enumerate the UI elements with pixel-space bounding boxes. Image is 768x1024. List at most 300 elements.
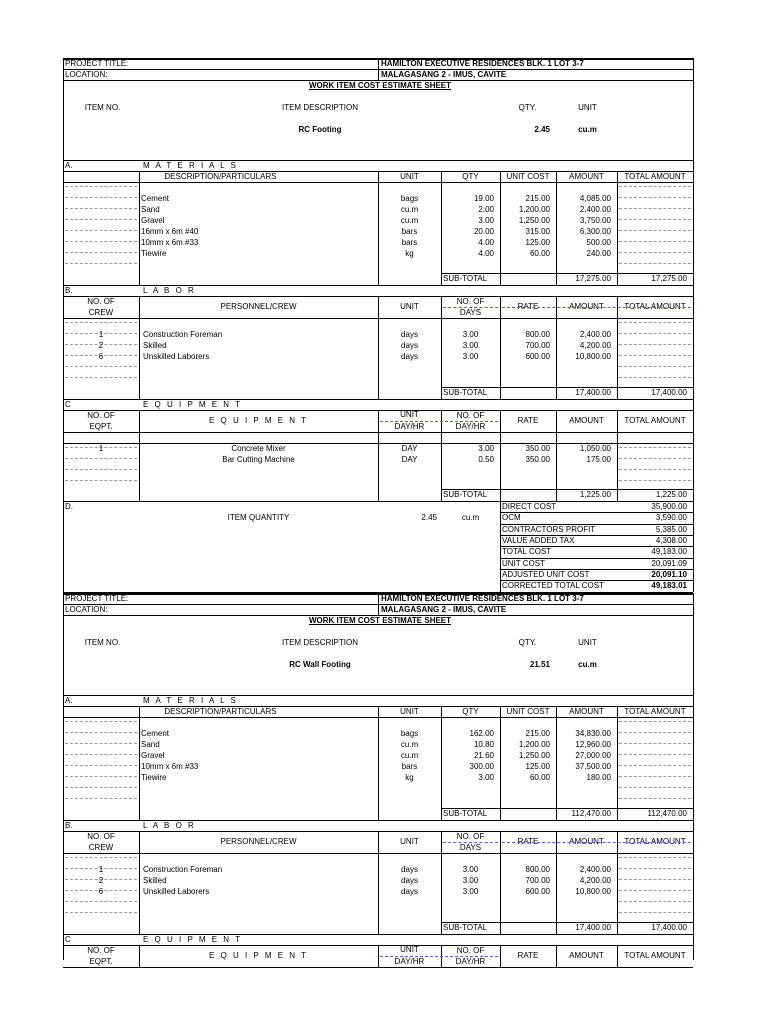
grid-line (63, 80, 64, 160)
labor-rate: 700.00 (525, 341, 550, 350)
column-header: RATE (517, 837, 539, 846)
labor-unit: days (401, 352, 418, 361)
dotted-rule (443, 842, 498, 843)
equipment-name: Bar Cutting Machine (222, 455, 295, 464)
material-unit-cost: 215.00 (525, 729, 550, 738)
column-header: UNIT (400, 410, 419, 419)
column-header: UNIT (400, 707, 419, 716)
summary-label: CONTRACTORS PROFIT (502, 524, 596, 534)
dotted-rule (619, 377, 691, 378)
dotted-rule (502, 842, 691, 843)
column-header: PERSONNEL/CREW (220, 837, 297, 846)
grid-line (139, 171, 140, 285)
subtotal-amount: 17,400.00 (575, 388, 611, 397)
dotted-rule (65, 219, 137, 220)
material-unit: cu.m (400, 740, 419, 749)
dotted-rule (65, 787, 137, 788)
material-qty: 162.00 (469, 729, 494, 738)
material-qty: 20.00 (473, 227, 494, 236)
material-amount: 180.00 (586, 773, 611, 782)
column-header: RATE (517, 416, 539, 425)
grid-line (63, 593, 64, 615)
material-name: 10mm x 6m #33 (141, 238, 199, 247)
dotted-rule (619, 765, 691, 766)
qty-label: QTY. (518, 103, 537, 112)
material-name: Gravel (141, 216, 165, 225)
material-unit-cost: 1,200.00 (518, 740, 550, 749)
labor-unit: days (401, 865, 418, 874)
dotted-rule (619, 197, 691, 198)
dotted-rule (619, 252, 691, 253)
project-title-label: PROJECT TITLE: (65, 59, 129, 68)
item-no-label: ITEM NO. (84, 638, 121, 647)
column-header: EQPT. (89, 422, 113, 431)
location-label: LOCATION: (65, 605, 108, 614)
material-unit-cost: 60.00 (529, 773, 550, 782)
summary-value: 20,091.10 (651, 569, 687, 579)
column-header: AMOUNT (569, 302, 604, 311)
material-name: 10mm x 6m #33 (141, 762, 199, 771)
dotted-rule (619, 458, 691, 459)
material-unit: bars (401, 227, 418, 236)
dotted-rule (619, 890, 691, 891)
crew-count: 6 (98, 887, 104, 896)
grid-line (693, 695, 694, 820)
summary-label: ADJUSTED UNIT COST (502, 569, 590, 579)
column-header: AMOUNT (569, 707, 604, 716)
dotted-rule (619, 186, 691, 187)
equipment-days: 3.00 (478, 444, 494, 453)
sheet-title: WORK ITEM COST ESTIMATE SHEET (308, 81, 452, 90)
grid-line (617, 171, 618, 285)
material-unit: bags (400, 194, 419, 203)
material-qty: 300.00 (469, 762, 494, 771)
subtotal-label: SUB-TOTAL (443, 274, 488, 283)
dotted-rule (65, 186, 137, 187)
dotted-rule (65, 263, 137, 264)
column-header: RATE (517, 302, 539, 311)
location: MALAGASANG 2 - IMUS, CAVITE (381, 605, 507, 614)
summary-value: 49,183.00 (651, 547, 687, 557)
column-header: NO. OF (87, 297, 115, 306)
location-label: LOCATION: (65, 70, 108, 79)
grid-line (693, 285, 694, 399)
grid-line (693, 80, 694, 160)
material-name: Cement (141, 729, 170, 738)
item-quantity: 2.45 (421, 513, 437, 522)
material-unit: cu.m (400, 216, 419, 225)
item-description: RC Footing (298, 125, 342, 134)
column-header: E Q U I P M E N T (208, 416, 309, 425)
labor-rate: 800.00 (525, 330, 550, 339)
item-quantity-label: ITEM QUANTITY (227, 513, 290, 522)
dotted-rule (65, 732, 137, 733)
dotted-rule (65, 857, 137, 858)
subtotal-total: 17,400.00 (651, 923, 687, 932)
material-name: Sand (141, 740, 160, 749)
subtotal-label: SUB-TOTAL (443, 923, 488, 932)
grid-line (63, 58, 64, 80)
labor-amount: 10,800.00 (575, 352, 611, 361)
labor-amount: 2,400.00 (579, 865, 611, 874)
column-header: NO. OF (456, 832, 485, 841)
material-amount: 34,830.00 (575, 729, 611, 738)
section-letter: D. (65, 502, 73, 511)
column-header: UNIT COST (506, 707, 550, 716)
column-header: TOTAL AMOUNT (624, 302, 686, 311)
column-header: PERSONNEL/CREW (220, 302, 297, 311)
dotted-rule (619, 333, 691, 334)
material-name: Cement (141, 194, 170, 203)
labor-amount: 4,200.00 (579, 341, 611, 350)
column-header: AMOUNT (569, 172, 604, 181)
column-header: DAYS (459, 843, 482, 852)
section-letter: A. (65, 161, 73, 170)
material-unit: kg (405, 249, 414, 258)
dotted-rule (619, 879, 691, 880)
labor-rate: 700.00 (525, 876, 550, 885)
labor-days: 3.00 (462, 865, 479, 874)
equipment-count: 1 (98, 444, 104, 453)
grid-line (693, 501, 694, 592)
labor-days: 3.00 (462, 887, 479, 896)
crew-count: 6 (98, 352, 104, 361)
material-qty: 3.00 (478, 216, 494, 225)
dotted-rule (65, 798, 137, 799)
grid-line (693, 160, 694, 285)
column-header: RATE (517, 951, 539, 960)
grid-line (63, 501, 64, 592)
grid-line (693, 593, 694, 615)
material-amount: 6,300.00 (579, 227, 611, 236)
material-qty: 4.00 (478, 249, 494, 258)
material-amount: 500.00 (586, 238, 611, 247)
equipment-rate: 350.00 (525, 455, 550, 464)
column-header: UNIT COST (506, 172, 550, 181)
dotted-rule (380, 421, 498, 422)
summary-value: 49,183.01 (651, 581, 687, 591)
labor-amount: 10,800.00 (575, 887, 611, 896)
column-header: DAY/HR (455, 422, 486, 431)
item-no-label: ITEM NO. (84, 103, 121, 112)
column-header: NO. OF (87, 832, 115, 841)
dotted-rule (619, 721, 691, 722)
dotted-rule (619, 912, 691, 913)
material-qty: 4.00 (478, 238, 494, 247)
grid-line (693, 615, 694, 695)
grid-line (378, 58, 379, 80)
personnel-name: Construction Foreman (143, 865, 223, 874)
dotted-rule (619, 743, 691, 744)
column-header: DESCRIPTION/PARTICULARS (164, 172, 277, 181)
dotted-rule (65, 230, 137, 231)
dotted-rule (619, 208, 691, 209)
dotted-rule (619, 787, 691, 788)
material-unit-cost: 125.00 (525, 238, 550, 247)
personnel-name: Construction Foreman (143, 330, 223, 339)
material-unit-cost: 315.00 (525, 227, 550, 236)
equipment-rate: 350.00 (525, 444, 550, 453)
dotted-rule (619, 754, 691, 755)
item-qty: 2.45 (534, 125, 550, 134)
grid-line (378, 593, 379, 615)
material-unit-cost: 125.00 (525, 762, 550, 771)
item-description: RC Wall Footing (289, 660, 351, 669)
dotted-rule (619, 901, 691, 902)
unit-label: UNIT (578, 638, 597, 647)
personnel-name: Unskilled Laborers (143, 887, 210, 896)
equipment-amount: 1,050.00 (579, 444, 611, 453)
crew-count: 1 (98, 865, 104, 874)
dotted-rule (619, 868, 691, 869)
material-unit-cost: 1,250.00 (518, 751, 550, 760)
grid-line (693, 820, 694, 934)
column-header: UNIT (400, 172, 419, 181)
column-header: TOTAL AMOUNT (624, 172, 686, 181)
personnel-name: Unskilled Laborers (143, 352, 210, 361)
labor-amount: 2,400.00 (579, 330, 611, 339)
personnel-name: Skilled (143, 341, 167, 350)
subtotal-total: 17,400.00 (651, 388, 687, 397)
sheet-title: WORK ITEM COST ESTIMATE SHEET (308, 616, 452, 625)
labor-unit: days (401, 876, 418, 885)
subtotal-amount: 17,275.00 (575, 274, 611, 283)
dotted-rule (443, 307, 498, 308)
dotted-rule (502, 307, 691, 308)
labor-unit: days (401, 330, 418, 339)
project-title: HAMILTON EXECUTIVE RESIDENCES BLK. 1 LOT 3-7 (381, 594, 584, 603)
dotted-rule (65, 322, 137, 323)
grid-line (63, 318, 693, 319)
material-amount: 3,750.00 (579, 216, 611, 225)
dotted-rule (65, 754, 137, 755)
labor-unit: days (401, 887, 418, 896)
grid-line (63, 432, 693, 433)
dotted-rule (65, 366, 137, 367)
material-qty: 19.00 (473, 194, 494, 203)
column-header: CREW (88, 843, 114, 852)
column-header: QTY (462, 707, 479, 716)
dotted-rule (65, 469, 137, 470)
material-amount: 12,960.00 (575, 740, 611, 749)
material-amount: 240.00 (586, 249, 611, 258)
material-unit: bars (401, 762, 418, 771)
crew-count: 1 (98, 330, 104, 339)
subtotal-amount: 17,400.00 (575, 923, 611, 932)
material-unit: cu.m (400, 751, 419, 760)
dotted-rule (65, 458, 137, 459)
column-header: NO. OF (456, 411, 485, 420)
material-unit-cost: 60.00 (529, 249, 550, 258)
column-header: TOTAL AMOUNT (624, 837, 686, 846)
dotted-rule (65, 901, 137, 902)
column-header: DAY/HR (455, 957, 486, 966)
dotted-rule (619, 798, 691, 799)
column-header: NO. OF (87, 411, 115, 420)
summary-label: OCM (502, 513, 521, 523)
column-header: TOTAL AMOUNT (624, 416, 686, 425)
labor-rate: 600.00 (525, 887, 550, 896)
material-amount: 4,085.00 (579, 194, 611, 203)
item-unit: cu.m (578, 660, 597, 669)
labor-days: 3.00 (462, 330, 479, 339)
item-description-label: ITEM DESCRIPTION (281, 103, 358, 112)
summary-value: 5,385.00 (655, 524, 687, 534)
column-header: QTY (462, 172, 479, 181)
subtotal-label: SUB-TOTAL (443, 490, 488, 499)
material-qty: 21.60 (473, 751, 494, 760)
item-description-label: ITEM DESCRIPTION (281, 638, 358, 647)
grid-line (693, 399, 694, 501)
dotted-rule (65, 208, 137, 209)
grid-line (693, 58, 694, 80)
dotted-rule (619, 344, 691, 345)
dotted-rule (619, 732, 691, 733)
section-letter: C (65, 935, 71, 944)
column-header: DAYS (459, 308, 482, 317)
column-header: NO. OF (456, 297, 485, 306)
crew-count: 2 (98, 876, 104, 885)
equipment-unit: DAY (401, 444, 418, 453)
dotted-rule (65, 197, 137, 198)
labor-days: 3.00 (462, 341, 479, 350)
column-header: UNIT (400, 302, 419, 311)
column-header: CREW (88, 308, 114, 317)
grid-line (63, 967, 693, 968)
labor-amount: 4,200.00 (579, 876, 611, 885)
dotted-rule (619, 469, 691, 470)
qty-label: QTY. (518, 638, 537, 647)
column-header: AMOUNT (569, 837, 604, 846)
column-header: TOTAL AMOUNT (624, 951, 686, 960)
subtotal-label: SUB-TOTAL (443, 388, 488, 397)
dotted-rule (619, 230, 691, 231)
section-title: M A T E R I A L S (143, 696, 238, 705)
material-unit: cu.m (400, 205, 419, 214)
column-header: DAY/HR (394, 957, 425, 966)
dotted-rule (65, 377, 137, 378)
subtotal-label: SUB-TOTAL (443, 809, 488, 818)
summary-value: 4,308.00 (655, 535, 687, 545)
dotted-rule (619, 322, 691, 323)
section-title: M A T E R I A L S (143, 161, 238, 170)
column-header: NO. OF (87, 946, 115, 955)
equipment-amount: 175.00 (586, 455, 611, 464)
personnel-name: Skilled (143, 876, 167, 885)
dotted-rule (65, 721, 137, 722)
dotted-rule (619, 776, 691, 777)
subtotal-amount: 1,225.00 (579, 490, 611, 499)
material-name: Tiewire (141, 773, 167, 782)
section-title: L A B O R (143, 821, 196, 830)
material-name: Gravel (141, 751, 165, 760)
dotted-rule (619, 366, 691, 367)
material-name: Sand (141, 205, 160, 214)
material-name: Tiewire (141, 249, 167, 258)
summary-label: TOTAL COST (502, 547, 552, 557)
grid-line (63, 853, 693, 854)
dotted-rule (619, 480, 691, 481)
material-unit: kg (405, 773, 414, 782)
dotted-rule (65, 765, 137, 766)
labor-rate: 600.00 (525, 352, 550, 361)
column-header: AMOUNT (569, 416, 604, 425)
item-quantity-unit: cu.m (461, 513, 480, 522)
material-qty: 2.00 (478, 205, 494, 214)
material-qty: 10.80 (473, 740, 494, 749)
material-unit-cost: 1,250.00 (518, 216, 550, 225)
summary-value: 20,091.09 (651, 558, 687, 568)
section-letter: C (65, 400, 71, 409)
summary-value: 3,590.00 (655, 513, 687, 523)
crew-count: 2 (98, 341, 104, 350)
material-amount: 27,000.00 (575, 751, 611, 760)
dotted-rule (619, 355, 691, 356)
grid-line (63, 615, 64, 695)
equipment-name: Concrete Mixer (231, 444, 286, 453)
grid-line (139, 706, 140, 820)
section-title: L A B O R (143, 286, 196, 295)
dotted-rule (380, 956, 498, 957)
summary-label: CORRECTED TOTAL COST (502, 581, 604, 591)
material-unit: bars (401, 238, 418, 247)
material-unit-cost: 215.00 (525, 194, 550, 203)
column-header: NO. OF (456, 946, 485, 955)
project-title-label: PROJECT TITLE: (65, 594, 129, 603)
dotted-rule (619, 857, 691, 858)
subtotal-total: 17,275.00 (651, 274, 687, 283)
subtotal-amount: 112,470.00 (571, 809, 611, 818)
unit-label: UNIT (578, 103, 597, 112)
location: MALAGASANG 2 - IMUS, CAVITE (381, 70, 507, 79)
dotted-rule (65, 743, 137, 744)
equipment-unit: DAY (401, 455, 418, 464)
section-letter: B. (65, 286, 73, 295)
subtotal-total: 1,225.00 (655, 490, 687, 499)
material-name: 16mm x 6m #40 (141, 227, 199, 236)
labor-days: 3.00 (462, 352, 479, 361)
labor-days: 3.00 (462, 876, 479, 885)
summary-label: DIRECT COST (502, 502, 557, 511)
dotted-rule (65, 480, 137, 481)
summary-label: VALUE ADDED TAX (502, 535, 575, 545)
item-unit: cu.m (578, 125, 597, 134)
material-unit: bags (400, 729, 419, 738)
column-header: AMOUNT (569, 951, 604, 960)
summary-label: UNIT COST (502, 558, 545, 568)
column-header: TOTAL AMOUNT (624, 707, 686, 716)
equipment-days: 0.50 (478, 455, 494, 464)
section-title: E Q U I P M E N T (143, 935, 243, 944)
column-header: EQPT. (89, 957, 113, 966)
section-letter: B. (65, 821, 73, 830)
dotted-rule (65, 912, 137, 913)
labor-unit: days (401, 341, 418, 350)
column-header: DESCRIPTION/PARTICULARS (164, 707, 277, 716)
column-header: E Q U I P M E N T (208, 951, 309, 960)
dotted-rule (619, 447, 691, 448)
material-amount: 2,400.00 (579, 205, 611, 214)
section-letter: A. (65, 696, 73, 705)
dotted-rule (65, 252, 137, 253)
material-unit-cost: 1,200.00 (518, 205, 550, 214)
grid-line (693, 934, 694, 960)
column-header: DAY/HR (394, 422, 425, 431)
labor-rate: 800.00 (525, 865, 550, 874)
project-title: HAMILTON EXECUTIVE RESIDENCES BLK. 1 LOT 3-7 (381, 59, 584, 68)
column-header: UNIT (400, 945, 419, 954)
dotted-rule (619, 263, 691, 264)
